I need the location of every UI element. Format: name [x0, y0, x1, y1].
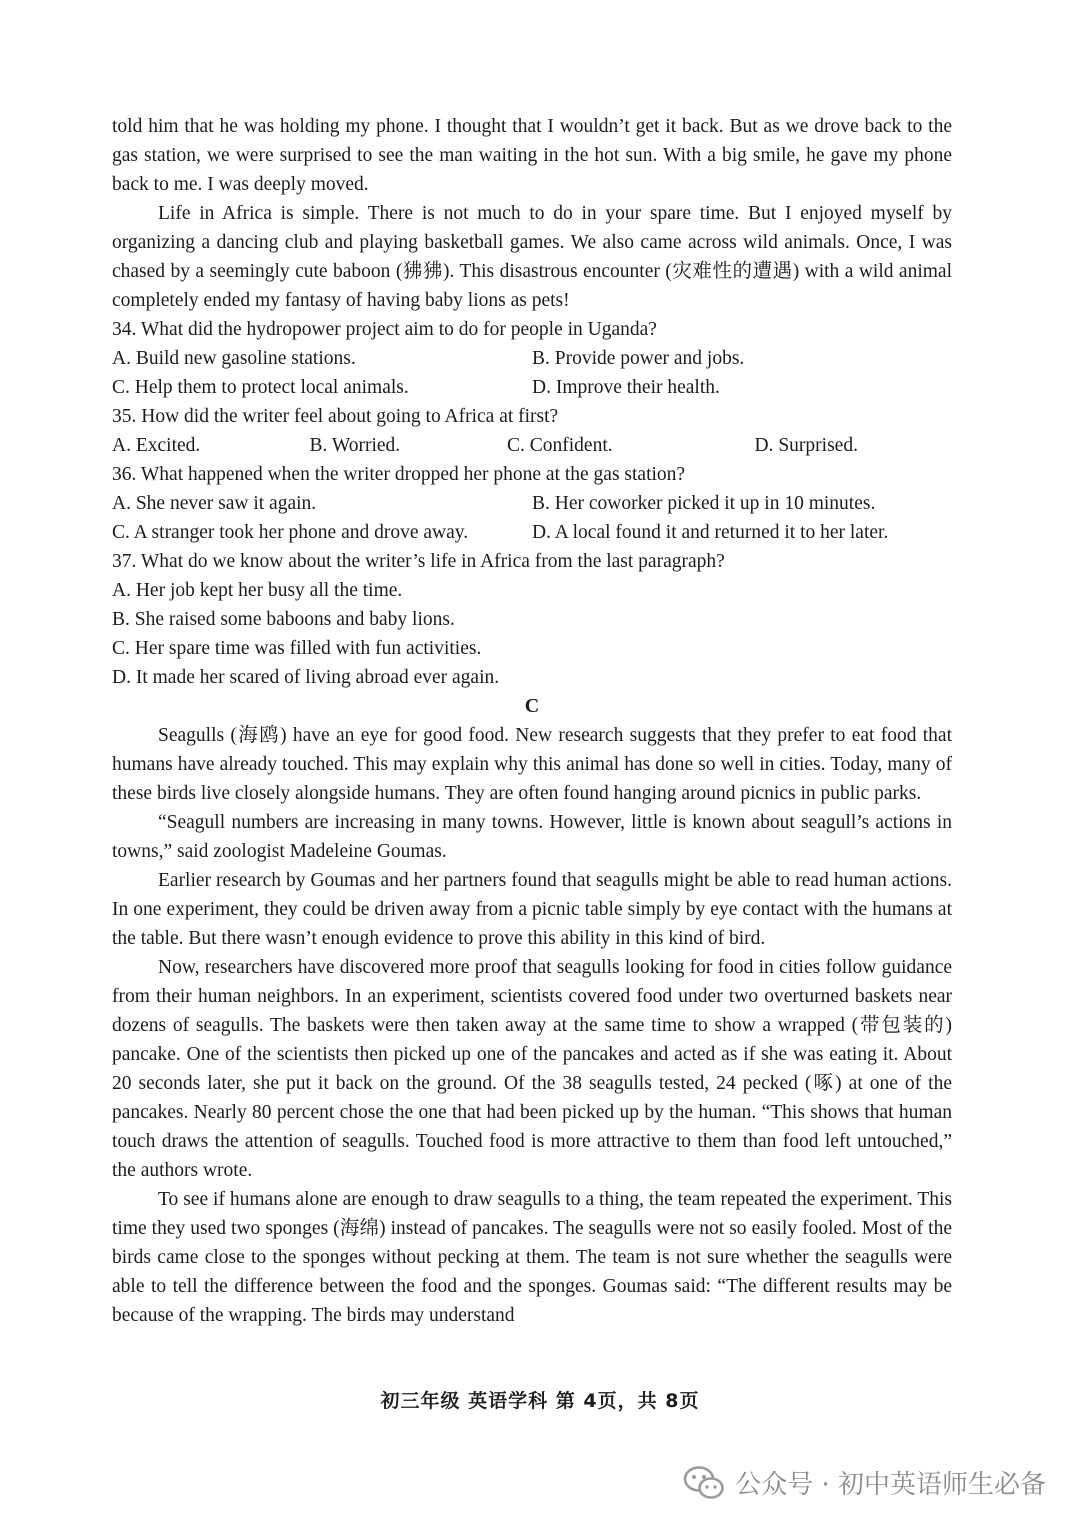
- question-35: 35. How did the writer feel about going to Africa at first?: [112, 406, 559, 427]
- question-36: 36. What happened when the writer dropped her phone at the gas station?: [112, 464, 686, 485]
- option-a: A. She never saw it again.: [112, 493, 317, 514]
- option-b: B. Provide power and jobs.: [532, 348, 745, 369]
- passage-c-paragraph: Now, researchers have discovered more proof that seagulls looking for food in cities follow guidance from their human neighbors. In an experiment, scientists covered food under two overturned baskets near dozens of seagulls. The baskets were then taken away at the same time to show a wrapped (带包装的) pancake. One of the scientists then picked up one of the pancakes and acted as if she was eating it. About 20 seconds later, she put it back on the ground. Of the 38 seagulls tested, 24 pecked (啄) at one of the pancakes. Nearly 80 percent chose the one that had been picked up by the human. “This shows that human touch draws the attention of seagulls. Touched food is more attractive to them than food left untouched,” the authors wrote.: [112, 957, 952, 1181]
- option-d: D. Improve their health.: [532, 377, 720, 398]
- option-c: C. Help them to protect local animals.: [112, 377, 409, 398]
- option-d: D. It made her scared of living abroad ever again.: [112, 667, 500, 688]
- option-a: A. Build new gasoline stations.: [112, 348, 356, 369]
- passage-c-paragraph: Earlier research by Goumas and her partners found that seagulls might be able to read human actions. In one experiment, they could be driven away from a picnic table simply by eye contact with the humans at the table. But there wasn’t enough evidence to prove this ability in this kind of bird.: [112, 870, 952, 949]
- option-b: B. Her coworker picked it up in 10 minutes.: [532, 493, 876, 514]
- page-footer: 初三年级 英语学科 第 4页，共 8页: [380, 1390, 700, 1412]
- option-c: C. A stranger took her phone and drove away.: [112, 522, 469, 543]
- passage-b-paragraph: told him that he was holding my phone. I thought that I wouldn’t get it back. But as we drove back to the gas station, we were surprised to see the man waiting in the hot sun. With a big smile, he gave my phone back to me. I was deeply moved.: [112, 116, 952, 195]
- options-36: [112, 518, 952, 547]
- option-d: D. A local found it and returned it to her later.: [532, 522, 889, 543]
- exam-page: [112, 112, 952, 1330]
- option-b: B. Worried.: [309, 435, 401, 456]
- option-a: A. Excited.: [112, 435, 201, 456]
- wechat-icon: [683, 1465, 725, 1501]
- passage-c-paragraph: Seagulls (海鸥) have an eye for good food. New research suggests that they prefer to eat food that humans have already touched. This may explain why this animal has done so well in cities. Today, many of these birds live closely alongside humans. They are often found hanging around picnics in public parks.: [112, 725, 952, 804]
- option-b: B. She raised some baboons and baby lions.: [112, 609, 455, 630]
- option-c: C. Her spare time was filled with fun activities.: [112, 638, 482, 659]
- question-34: 34. What did the hydropower project aim to do for people in Uganda?: [112, 319, 657, 340]
- options-34: [112, 344, 952, 373]
- watermark-text: 公众号 · 初中英语师生必备: [735, 1470, 1046, 1500]
- passage-c-paragraph: “Seagull numbers are increasing in many towns. However, little is known about seagull’s actions in towns,” said zoologist Madeleine Goumas.: [112, 812, 952, 862]
- option-a: A. Her job kept her busy all the time.: [112, 580, 403, 601]
- options-35: [112, 431, 952, 460]
- section-heading: C: [524, 695, 540, 717]
- option-c: C. Confident.: [507, 435, 613, 456]
- option-d: D. Surprised.: [754, 435, 858, 456]
- options-34: [112, 373, 952, 402]
- options-36: [112, 489, 952, 518]
- passage-b-paragraph: Life in Africa is simple. There is not much to do in your spare time. But I enjoyed myself by organizing a dancing club and playing basketball games. We also came across wild animals. Once, I was chased by a seemingly cute baboon (狒狒). This disastrous encounter (灾难性的遭遇) with a wild animal completely ended my fantasy of having baby lions as pets!: [112, 203, 952, 311]
- passage-c-paragraph: To see if humans alone are enough to draw seagulls to a thing, the team repeated the experiment. This time they used two sponges (海绵) instead of pancakes. The seagulls were not so easily fooled. Most of the birds came close to the sponges without pecking at them. The team is not sure whether the seagulls were able to tell the difference between the food and the sponges. Goumas said: “The different results may be because of the wrapping. The birds may understand: [112, 1189, 952, 1326]
- question-37: 37. What do we know about the writer’s life in Africa from the last paragraph?: [112, 551, 725, 572]
- watermark: [683, 1464, 1046, 1501]
